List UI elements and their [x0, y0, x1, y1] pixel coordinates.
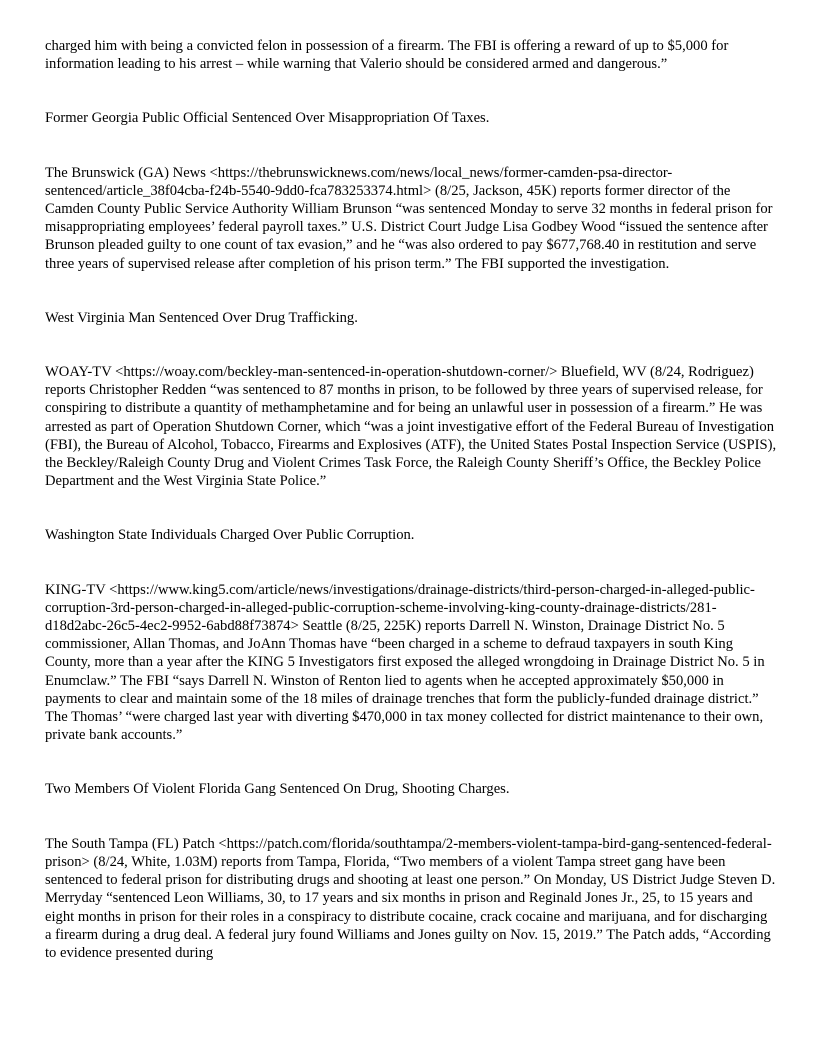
page-content	[45, 37, 777, 962]
headline-georgia-official: Former Georgia Public Official Sentenced Over Misappropriation Of Taxes.	[45, 110, 490, 127]
story-paragraph-georgia: The Brunswick (GA) News <https://thebrunswicknews.com/news/local_news/former-camden-psa-director-sentenced/article_38f04cba-f24b-5540-9dd0-fca783253374.html> (8/25, Jackson, 45K) reports former director of the Camden County Public Service Authority William Brunson “was sentenced Monday to serve 32 months in federal prison for misappropriating employees’ federal payroll taxes.” U.S. District Court Judge Lisa Godbey Wood “issued the sentence after Brunson pleaded guilty to one count of tax evasion,” and he “was also ordered to pay $677,768.40 in restitution and serve three years of supervised release after completion of his prison term.” The FBI supported the investigation.	[45, 164, 773, 272]
story-paragraph-continued: charged him with being a convicted felon in possession of a firearm. The FBI is offering a reward of up to $5,000 for information leading to his arrest – while warning that Valerio should be considered armed and dangerous.”	[45, 38, 729, 73]
story-paragraph-washington: KING-TV <https://www.king5.com/article/news/investigations/drainage-districts/third-person-charged-in-alleged-public-corruption-3rd-person-charged-in-alleged-public-corruption-scheme-involving-king-county-drainage-districts/281-d18d2abc-26c5-4ec2-9952-6abd88f73874> Seattle (8/25, 225K) reports Darrell N. Winston, Drainage District No. 5 commissioner, Allan Thomas, and JoAnn Thomas have “been charged in a scheme to defraud taxpayers in south King County, more than a year after the KING 5 Investigators first exposed the alleged wrongdoing in Drainage District No. 5 in Enumclaw.” The FBI “says Darrell N. Winston of Renton lied to agents when he accepted approximately $50,000 in payments to clear and maintain some of the 18 miles of drainage trenches that form the publicly-funded drainage district.” The Thomas’ “were charged last year with diverting $470,000 in tax money collected for district maintenance to their own, private bank accounts.”	[45, 581, 765, 744]
headline-florida-gang: Two Members Of Violent Florida Gang Sentenced On Drug, Shooting Charges.	[45, 781, 510, 798]
story-paragraph-west-virginia: WOAY-TV <https://woay.com/beckley-man-sentenced-in-operation-shutdown-corner/> Bluefield, WV (8/24, Rodriguez) reports Christopher Redden “was sentenced to 87 months in prison, to be followed by three years of supervised release, for conspiring to distribute a quantity of methamphetamine and for being an unlawful user in possession of a firearm.” He was arrested as part of Operation Shutdown Corner, which “was a joint investigative effort of the Federal Bureau of Investigation (FBI), the Bureau of Alcohol, Tobacco, Firearms and Explosives (ATF), the United States Postal Inspection Service (USPIS), the Beckley/Raleigh County Drug and Violent Crimes Task Force, the Raleigh County Sheriff’s Office, the Beckley Police Department and the West Virginia State Police.”	[45, 364, 777, 490]
story-paragraph-florida: The South Tampa (FL) Patch <https://patch.com/florida/southtampa/2-members-violent-tampa-bird-gang-sentenced-federal-prison> (8/24, White, 1.03M) reports from Tampa, Florida, “Two members of a violent Tampa street gang have been sentenced to federal prison for distributing drugs and shooting at least one person.” On Monday, US District Judge Steven D. Merryday “sentenced Leon Williams, 30, to 17 years and six months in prison and Reginald Jones Jr., 25, to 15 years and eight months in prison for their roles in a conspiracy to distribute cocaine, crack cocaine and marijuana, and for discharging a firearm during a drug deal. A federal jury found Williams and Jones guilty on Nov. 15, 2019.” The Patch adds, “According to evidence presented during	[45, 835, 776, 961]
headline-washington: Washington State Individuals Charged Over Public Corruption.	[45, 527, 415, 544]
headline-west-virginia: West Virginia Man Sentenced Over Drug Trafficking.	[45, 309, 358, 326]
